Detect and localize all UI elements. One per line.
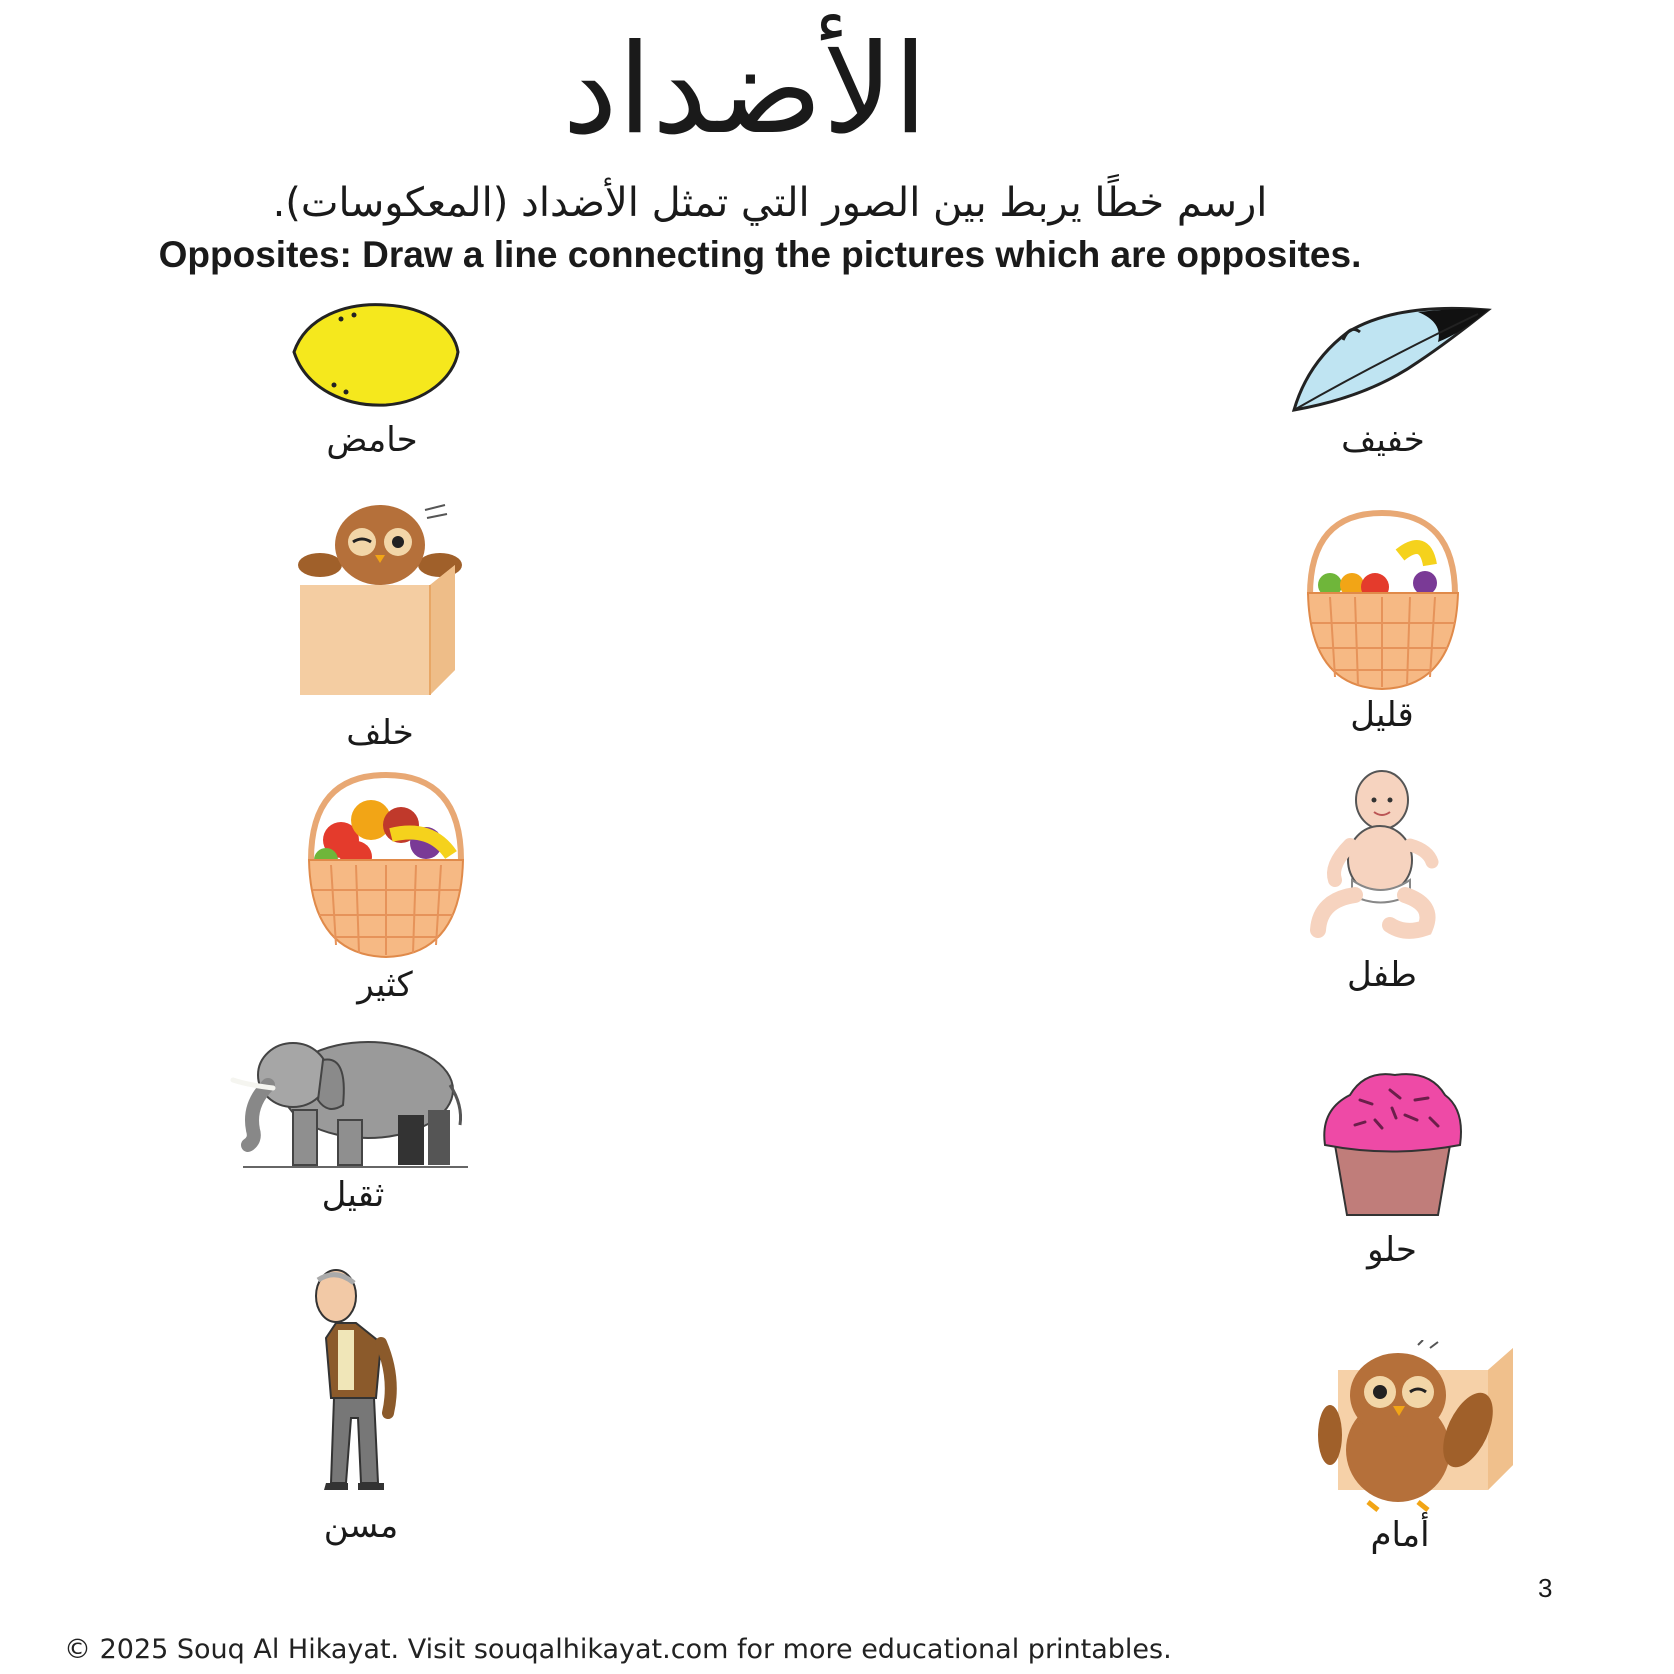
elephant-icon <box>228 1030 468 1170</box>
full-fruit-basket-icon <box>301 765 471 960</box>
owl-front-box-icon <box>1318 1340 1518 1515</box>
lemon-icon <box>286 297 466 412</box>
label-elderly: مسن <box>323 1506 399 1546</box>
label-behind: خلف <box>346 713 414 753</box>
owl-behind-box-icon <box>295 500 465 700</box>
item-old-man[interactable] <box>296 1268 436 1548</box>
item-owl-front[interactable] <box>1318 1340 1528 1570</box>
label-few: قليل <box>1350 695 1414 735</box>
instruction-arabic: ارسم خطًا يربط بين الصور التي تمثل الأضداد (المعكوسات). <box>272 180 1268 226</box>
feather-icon <box>1288 302 1493 417</box>
item-elephant[interactable] <box>228 1030 488 1230</box>
label-many: كثير <box>357 965 413 1005</box>
baby-icon <box>1310 770 1445 940</box>
item-few[interactable] <box>1300 505 1500 745</box>
footer-copyright: © 2025 Souq Al Hikayat. Visit souqalhikayat.com for more educational printables. <box>64 1634 1172 1665</box>
instruction-english: Opposites: Draw a line connecting the pictures which are opposites. <box>158 234 1362 275</box>
item-owl-behind[interactable] <box>290 495 490 753</box>
label-front: أمام <box>1370 1515 1430 1555</box>
small-fruit-basket-icon <box>1300 505 1465 690</box>
label-heavy: ثقيل <box>321 1175 385 1215</box>
page-number: 3 <box>1538 1573 1553 1603</box>
label-light: خفيف <box>1341 420 1425 460</box>
item-many[interactable] <box>295 765 495 1005</box>
item-feather[interactable] <box>1288 302 1508 462</box>
page-title: الأضداد <box>562 18 928 162</box>
item-lemon[interactable] <box>280 295 480 465</box>
item-cupcake[interactable] <box>1320 1070 1490 1270</box>
label-sweet: حلو <box>1367 1230 1417 1270</box>
label-sour: حامض <box>326 420 418 460</box>
label-child: طفل <box>1346 955 1417 995</box>
cupcake-icon <box>1320 1070 1465 1220</box>
item-baby[interactable] <box>1310 770 1490 1000</box>
old-man-icon <box>296 1268 406 1493</box>
